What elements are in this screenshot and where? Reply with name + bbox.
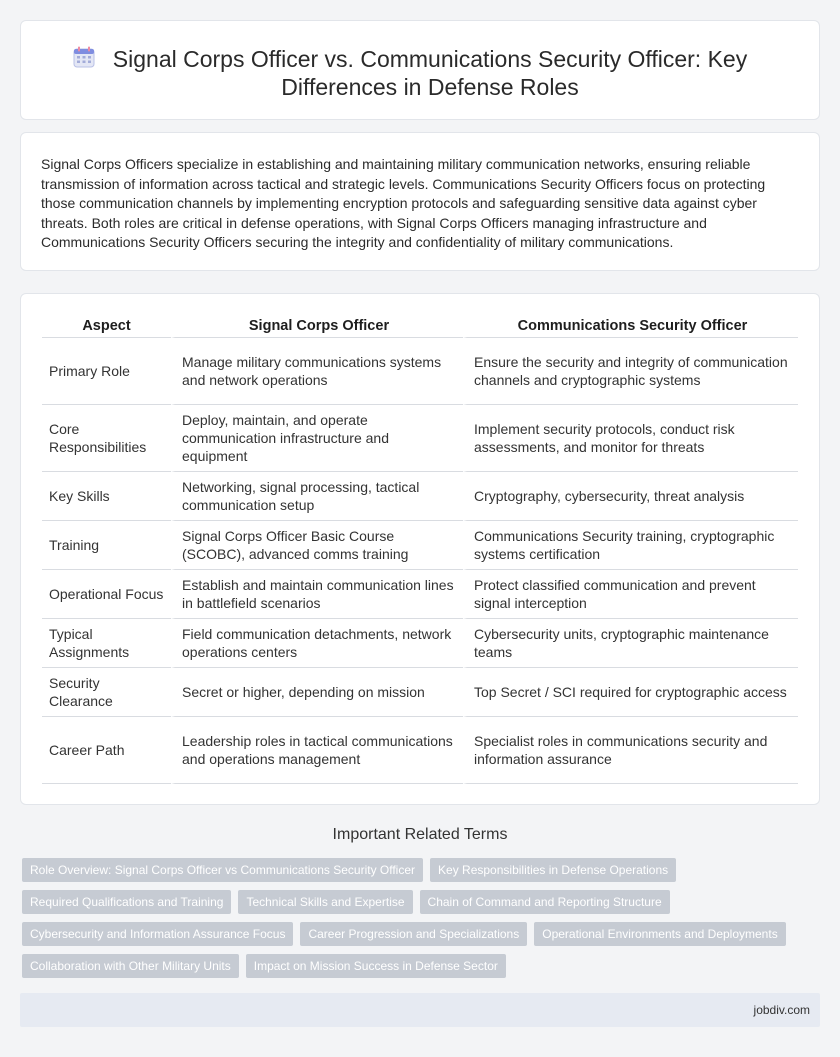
signal-corps-cell: Manage military communications systems and network operations bbox=[171, 338, 463, 405]
table-row bbox=[42, 717, 798, 784]
aspect-cell: Primary Role bbox=[42, 338, 171, 405]
aspect-cell: Operational Focus bbox=[42, 570, 171, 619]
comsec-cell: Cryptography, cybersecurity, threat analysis bbox=[463, 472, 798, 521]
comsec-cell: Communications Security training, cryptographic systems certification bbox=[463, 521, 798, 570]
page-title: Signal Corps Officer vs. Communications Security Officer: Key Differences in Defense Roles bbox=[112, 46, 748, 100]
related-term-tag[interactable]: Cybersecurity and Information Assurance Focus bbox=[22, 922, 293, 946]
aspect-cell: Career Path bbox=[42, 717, 171, 784]
intro-card bbox=[20, 132, 820, 271]
aspect-cell: Security Clearance bbox=[42, 668, 171, 717]
comsec-cell: Ensure the security and integrity of communication channels and cryptographic systems bbox=[463, 338, 798, 405]
header-card bbox=[20, 20, 820, 120]
related-term-tag[interactable]: Key Responsibilities in Defense Operations bbox=[430, 858, 676, 882]
signal-corps-cell: Networking, signal processing, tactical communication setup bbox=[171, 472, 463, 521]
table-row bbox=[42, 570, 798, 619]
comsec-cell: Cybersecurity units, cryptographic maintenance teams bbox=[463, 619, 798, 668]
aspect-cell: Training bbox=[42, 521, 171, 570]
signal-corps-cell: Deploy, maintain, and operate communication infrastructure and equipment bbox=[171, 405, 463, 472]
related-term-tag[interactable]: Required Qualifications and Training bbox=[22, 890, 231, 914]
comsec-cell: Specialist roles in communications security and information assurance bbox=[463, 717, 798, 784]
footer bbox=[20, 993, 820, 1027]
comparison-table bbox=[42, 316, 798, 784]
signal-corps-cell: Establish and maintain communication lines in battlefield scenarios bbox=[171, 570, 463, 619]
table-row bbox=[42, 405, 798, 472]
signal-corps-cell: Leadership roles in tactical communications and operations management bbox=[171, 717, 463, 784]
intro-paragraph: Signal Corps Officers specialize in establishing and maintaining military communication networks, ensuring reliable transmission of information across tactical and strategic levels. Communications Security Officers focus on protecting those communication channels by implementing encryption protocols and safeguarding sensitive data against cyber threats. Both roles are critical in defense operations, with Signal Corps Officers managing infrastructure and Communications Security Officers securing the integrity and confidentiality of military communications. bbox=[41, 156, 766, 250]
related-term-tag[interactable]: Role Overview: Signal Corps Officer vs Communications Security Officer bbox=[22, 858, 423, 882]
aspect-cell: Key Skills bbox=[42, 472, 171, 521]
table-header-row bbox=[42, 316, 798, 338]
table-row bbox=[42, 668, 798, 717]
related-term-tag[interactable]: Operational Environments and Deployments bbox=[534, 922, 785, 946]
comparison-card bbox=[20, 293, 820, 805]
related-terms-title: Important Related Terms bbox=[332, 826, 508, 843]
table-row bbox=[42, 472, 798, 521]
header-comsec: Communications Security Officer bbox=[463, 316, 798, 338]
comsec-cell: Top Secret / SCI required for cryptographic access bbox=[463, 668, 798, 717]
footer-site-link[interactable]: jobdiv.com bbox=[753, 1003, 810, 1017]
table-row bbox=[42, 338, 798, 405]
signal-corps-cell: Field communication detachments, network operations centers bbox=[171, 619, 463, 668]
header-aspect: Aspect bbox=[42, 316, 171, 338]
aspect-cell: Typical Assignments bbox=[42, 619, 171, 668]
related-term-tag[interactable]: Collaboration with Other Military Units bbox=[22, 954, 239, 978]
table-row bbox=[42, 521, 798, 570]
signal-corps-cell: Secret or higher, depending on mission bbox=[171, 668, 463, 717]
comsec-cell: Implement security protocols, conduct risk assessments, and monitor for threats bbox=[463, 405, 798, 472]
related-term-tag[interactable]: Chain of Command and Reporting Structure bbox=[420, 890, 670, 914]
table-row bbox=[42, 619, 798, 668]
related-term-tag[interactable]: Technical Skills and Expertise bbox=[238, 890, 412, 914]
related-term-tag[interactable]: Career Progression and Specializations bbox=[300, 922, 527, 946]
related-term-tag[interactable]: Impact on Mission Success in Defense Sector bbox=[246, 954, 506, 978]
comsec-cell: Protect classified communication and prevent signal interception bbox=[463, 570, 798, 619]
related-terms-list bbox=[22, 858, 812, 986]
signal-corps-cell: Signal Corps Officer Basic Course (SCOBC), advanced comms training bbox=[171, 521, 463, 570]
aspect-cell: Core Responsibilities bbox=[42, 405, 171, 472]
header-signal-corps: Signal Corps Officer bbox=[171, 316, 463, 338]
